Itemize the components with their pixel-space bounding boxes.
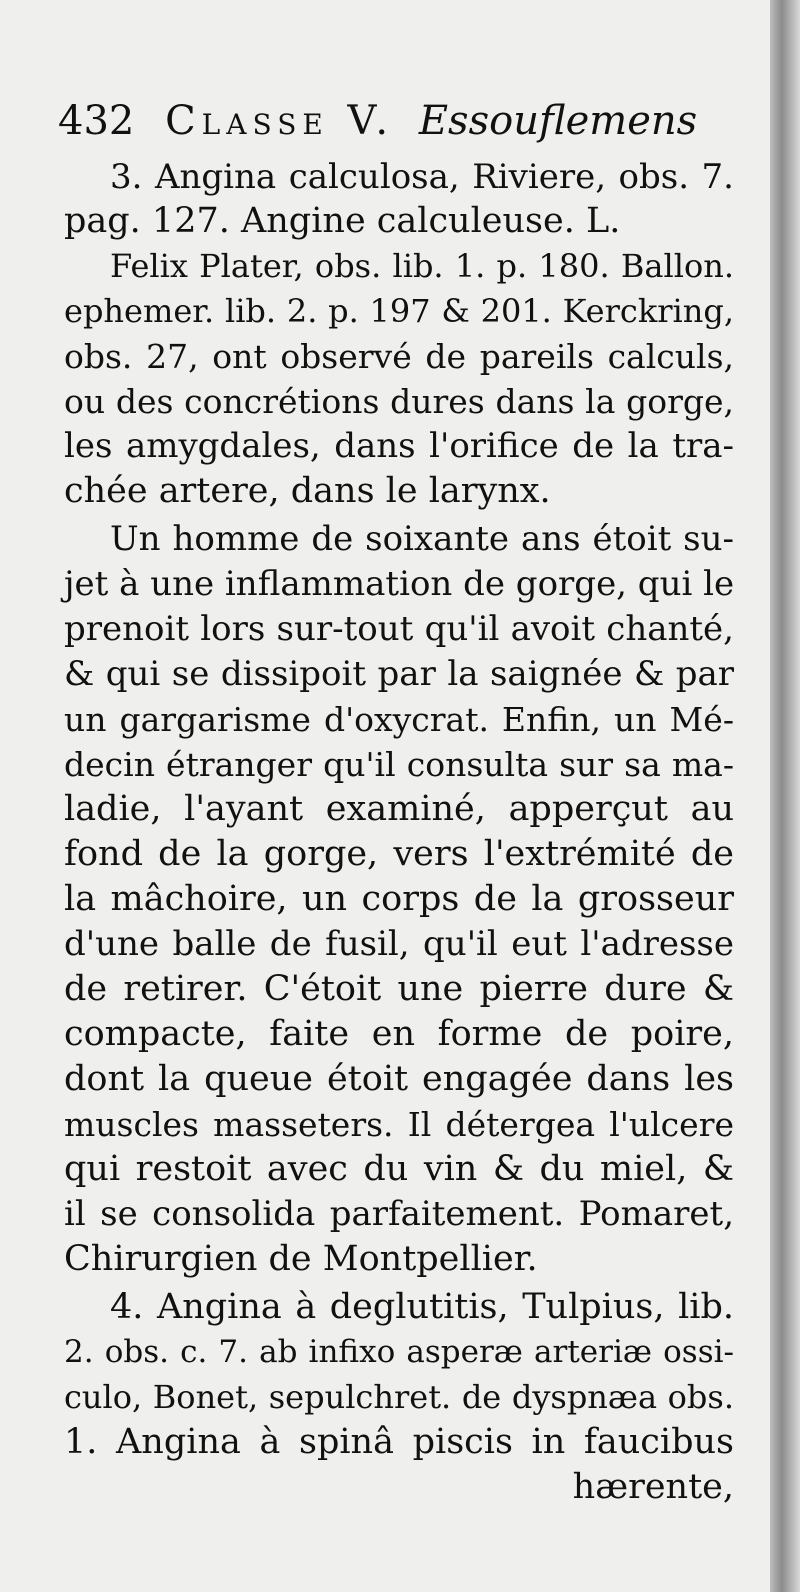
text-line: 4. Angina à deglutitis, Tulpius, lib. [110, 1287, 734, 1327]
running-title: Essouflemens [418, 98, 698, 144]
text-line: les amygdales, dans l'orifice de la tra- [64, 426, 734, 466]
text-line: de retirer. C'étoit une pierre dure & [64, 969, 734, 1009]
text-line: d'une balle de fusil, qu'il eut l'adresse [64, 924, 734, 964]
text-line: la mâchoire, un corps de la grosseur [64, 879, 734, 919]
text-line: pag. 127. Angine calculeuse. L. [64, 201, 621, 241]
running-header [58, 96, 758, 146]
text-line: un gargarisme d'oxycrat. Enfin, un Mé- [64, 700, 734, 739]
text-line: ou des concrétions dures dans la gorge, [64, 382, 734, 421]
page-edge-shadow [770, 0, 800, 1592]
text-line: & qui se dissipoit par la saignée & par [64, 654, 734, 694]
text-line: Un homme de soixante ans étoit su- [110, 519, 734, 559]
text-line: ephemer. lib. 2. p. 197 & 201. Kerckring, [64, 292, 734, 330]
text-line: prenoit lors sur-tout qu'il avoit chanté, [64, 609, 734, 649]
text-line: 2. obs. c. 7. ab infixo asperæ arteriæ ossi- [64, 1334, 734, 1370]
text-line: il se consolida parfaitement. Pomaret, [64, 1194, 734, 1234]
page-number: 432 [58, 98, 135, 144]
text-line: 3. Angina calculosa, Riviere, obs. 7. [110, 157, 734, 197]
text-line: fond de la gorge, vers l'extrémité de [64, 834, 734, 874]
text-line: ladie, l'ayant examiné, apperçut au [64, 789, 734, 829]
text-line: muscles masseters. Il détergea l'ulcere [64, 1105, 734, 1144]
text-line: jet à une inflammation de gorge, qui le [64, 564, 735, 604]
text-line: obs. 27, ont observé de pareils calculs, [64, 337, 734, 376]
text-line: decin étranger qu'il consulta sur sa ma- [64, 745, 734, 784]
text-line: chée artere, dans le larynx. [64, 471, 551, 511]
text-line: compacte, faite en forme de poire, [64, 1014, 734, 1054]
text-line: dont la queue étoit engagée dans les [64, 1059, 734, 1099]
text-line: Chirurgien de Montpellier. [64, 1239, 538, 1279]
text-line: 1. Angina à spinâ piscis in faucibus [64, 1422, 734, 1462]
text-line: hærente, [572, 1467, 734, 1507]
class-heading: Classe V. [165, 98, 395, 144]
text-line: culo, Bonet, sepulchret. de dyspnæa obs. [64, 1378, 734, 1416]
text-line: Felix Plater, obs. lib. 1. p. 180. Ballon. [110, 247, 734, 285]
text-line: qui restoit avec du vin & du miel, & [64, 1149, 734, 1189]
